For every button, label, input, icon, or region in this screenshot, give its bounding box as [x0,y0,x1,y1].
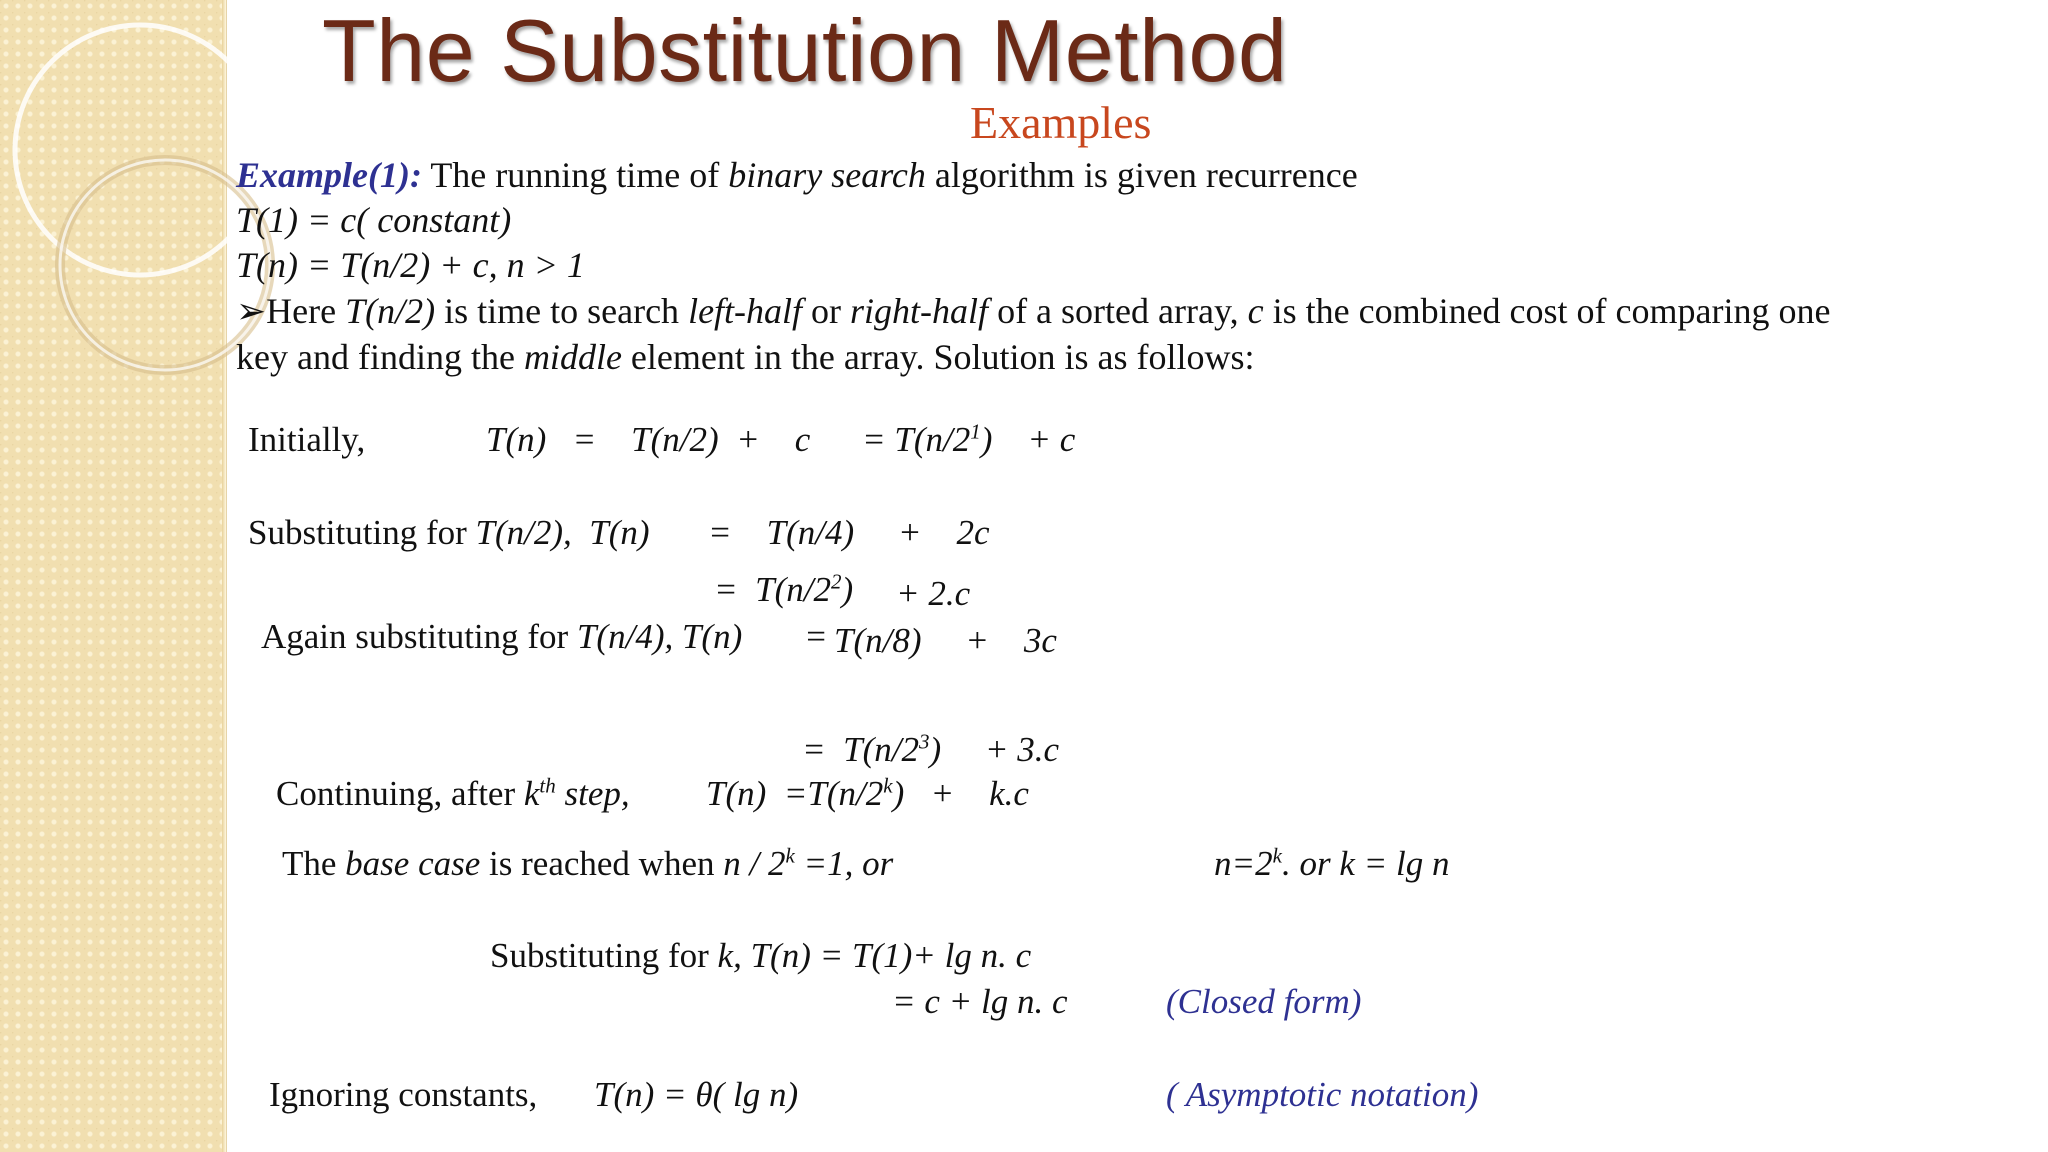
slide-title: The Substitution Method [322,1,1288,100]
step-continuing: Continuing, after $k^{th}$ step, [276,773,630,813]
step-subst-k: Substituting for k, T(n) = T(1)+ lg n. c [490,936,1032,975]
step-subst1-eq: = T(n/4) + 2c [708,513,990,552]
arrow-bullet-icon: ➢ [236,291,267,331]
closed-form-note: (Closed form) [1166,982,1362,1021]
step-again-eq2: T(n/8) + 3c [834,621,1057,660]
step-closed-eq: = c + lg n. c [892,982,1068,1021]
example-label: Example(1): [236,155,422,195]
recurrence-base: T(1) = c( constant) [236,200,512,240]
intro-line: Example(1): The running time of binary search algorithm is given recurrence [236,155,1358,195]
step-ignoring-eq: T(n) = θ( lg n) [594,1075,799,1114]
explanation-line-2: key and finding the middle element in the array. Solution is as follows: [236,337,1255,377]
step-ignoring-label: Ignoring constants, [269,1075,538,1114]
step-base-case-right: $n=2^k$. or k = lg n [1214,843,1450,883]
step-continuing-eq: $T(n) =T(n/2^k)$ + k.c [706,773,1029,813]
step-initially-eq2: = $T(n/2^1)$ + c [862,419,1076,459]
slide-subtitle: Examples [970,97,1152,148]
step-base-case: The base case is reached when $n / 2^k =1$, or [282,843,894,883]
step-initially-eq: T(n) = T(n/2) + c [486,420,811,459]
explanation-line-1: ➢Here T(n/2) is time to search left-half or right-half of a sorted array, c is the combined cost of comparing one [236,291,1831,331]
step-initially-label: Initially, [248,420,366,459]
step-third: = $T(n/2^3)$ + 3.c [802,729,1060,769]
recurrence-general: T(n) = T(n/2) + c, n > 1 [236,245,585,285]
step-subst1-c: + 2.c [896,574,971,613]
step-subst1: Substituting for T(n/2), T(n) [248,513,650,552]
asymptotic-note: ( Asymptotic notation) [1166,1075,1479,1114]
step-again-eq1: = [804,617,837,656]
step-subst1-b: = $T(n/2^2)$ [714,569,854,609]
step-again: Again substituting for T(n/4), T(n) [261,617,743,656]
